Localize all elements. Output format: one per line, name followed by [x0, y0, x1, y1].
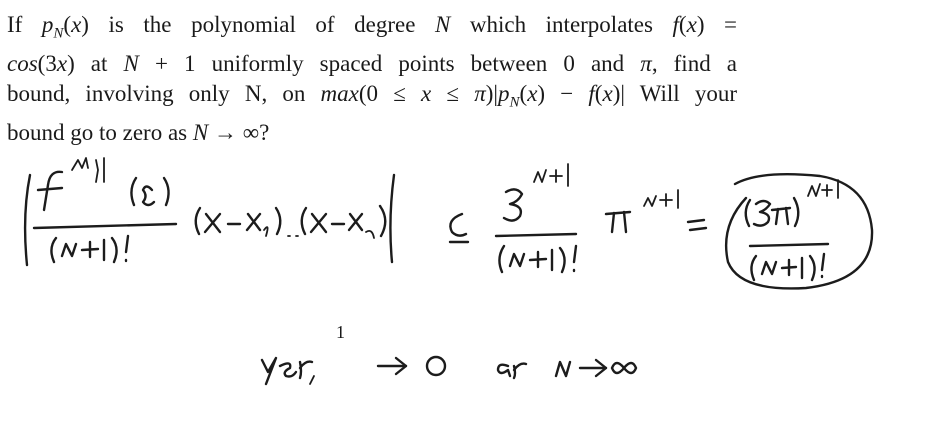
pi-power: [606, 190, 678, 232]
page-number: 1: [336, 322, 345, 342]
question-line-3: bound, involving only N, on $\max(0 \le x \le \pi)|p_N(x) - f(x)|$ Will your: [7, 80, 738, 111]
abs-bar-left: [25, 175, 30, 265]
question-line-2: cos(3x) at N + 1 uniformly spaced points between 0 and π, find a: [7, 51, 738, 77]
question-line-1: If $p_N(x)$ is the polynomial of degree N which interpolates f(x) =: [7, 12, 738, 42]
equals-sign: [688, 220, 706, 230]
answer-limit: [378, 357, 445, 375]
answer-as: [498, 364, 526, 378]
lhs-numerator: [38, 158, 169, 210]
circled-fraction-bar: [750, 244, 828, 246]
lhs-product: [196, 206, 386, 238]
lhs-fraction-bar: [34, 224, 176, 228]
answer-circle: [726, 174, 872, 288]
question-line-4: bound go to zero as N → ∞?: [7, 119, 270, 145]
answer-yes: [262, 358, 314, 384]
answer-condition: [556, 360, 636, 376]
lhs-denominator: [51, 236, 128, 262]
mid-denominator: [499, 246, 576, 272]
mid-numerator: [504, 164, 568, 221]
leq-sign: [450, 214, 468, 242]
mid-fraction-bar: [496, 234, 576, 236]
circled-denominator: [751, 254, 824, 280]
abs-bar-right: [390, 175, 394, 262]
circled-numerator: [746, 180, 838, 226]
